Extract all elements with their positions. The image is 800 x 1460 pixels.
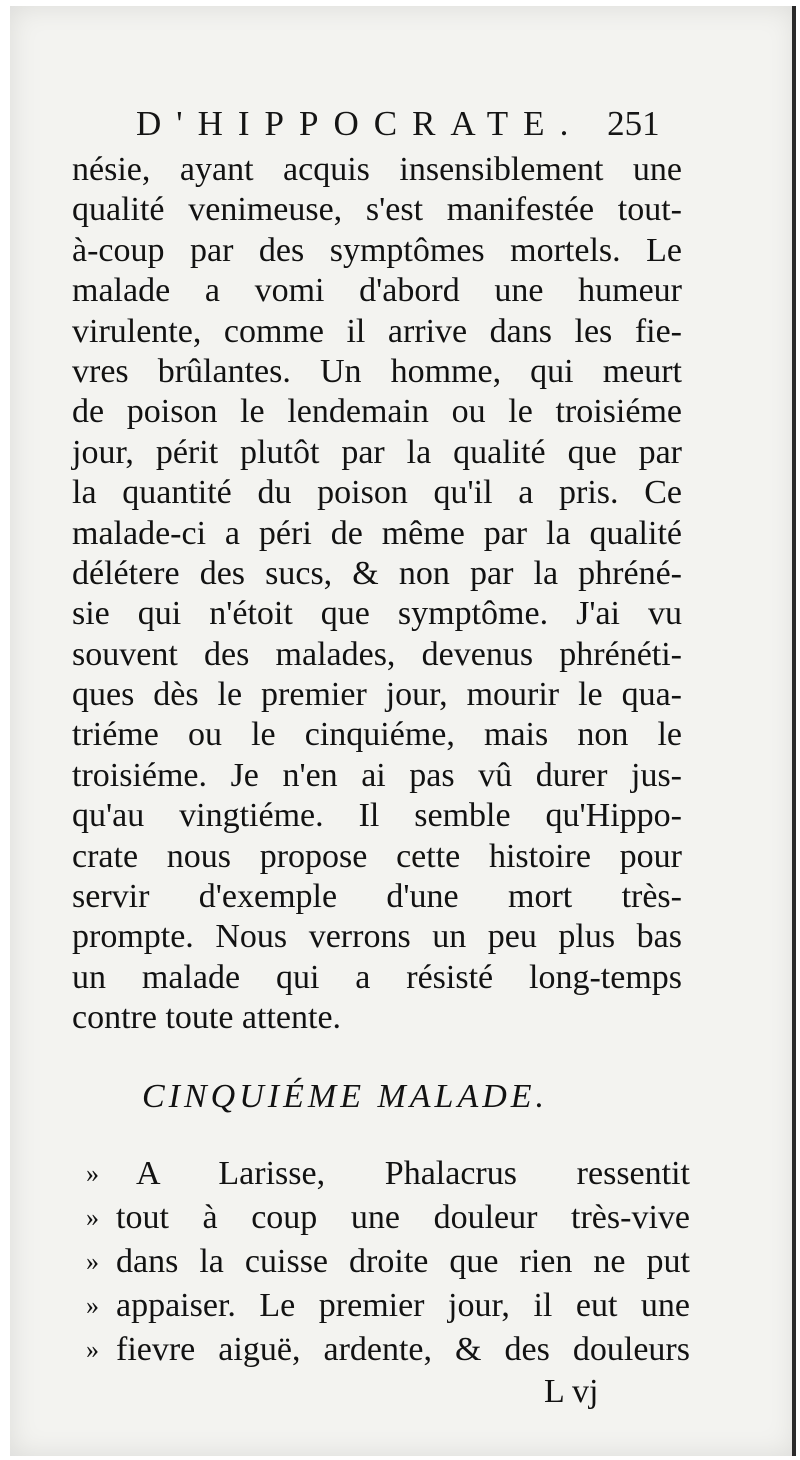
quote-mark: » <box>86 1247 99 1276</box>
text-line: virulente, comme il arrive dans les fie- <box>72 312 682 350</box>
quote-line <box>86 1152 690 1196</box>
section-heading: CINQUIÉME MALADE. <box>142 1078 549 1115</box>
quote-line <box>86 1328 690 1372</box>
text-line: jour, périt plutôt par la qualité que par <box>72 433 682 471</box>
book-page <box>10 6 796 1456</box>
quoted-passage <box>86 1152 690 1372</box>
quote-text: A Larisse, Phalacrus ressentit <box>136 1155 690 1192</box>
text-line: la quantité du poison qu'il a pris. Ce <box>72 474 682 512</box>
text-line: de poison le lendemain ou le troisiéme <box>72 393 682 431</box>
paragraph <box>72 150 682 1039</box>
quote-line <box>86 1196 690 1240</box>
text-line: nésie, ayant acquis insensiblement une <box>72 151 682 188</box>
text-line: contre toute attente. <box>72 999 342 1037</box>
quote-text: tout à coup une douleur très-vive <box>116 1199 690 1236</box>
text-line: ques dès le premier jour, mourir le qua- <box>72 676 682 714</box>
page-number: 251 <box>607 104 660 143</box>
text-line: qu'au vingtiéme. Il semble qu'Hippo- <box>72 797 682 835</box>
text-line: délétere des sucs, & non par la phréné- <box>72 554 682 592</box>
text-line: malade-ci a péri de même par la qualité <box>72 514 682 552</box>
running-head-title: D'HIPPOCRATE. <box>136 104 584 143</box>
signature-mark: L vj <box>544 1373 599 1410</box>
text-line: triéme ou le cinquiéme, mais non le <box>72 716 682 754</box>
text-line: sie qui n'étoit que symptôme. J'ai vu <box>72 595 682 633</box>
text-line: souvent des malades, devenus phrénéti- <box>72 635 682 673</box>
quote-mark: » <box>86 1335 99 1364</box>
text-line: servir d'exemple d'une mort très- <box>72 878 682 916</box>
quote-line <box>86 1284 690 1328</box>
text-line: malade a vomi d'abord une humeur <box>72 272 682 310</box>
quote-line <box>86 1240 690 1284</box>
quote-text: dans la cuisse droite que rien ne put <box>116 1243 690 1280</box>
quote-mark: » <box>86 1291 99 1320</box>
quote-text: fievre aiguë, ardente, & des douleurs <box>116 1331 690 1368</box>
running-head <box>136 104 670 150</box>
text-line: à-coup par des symptômes mortels. Le <box>72 231 682 269</box>
text-line: crate nous propose cette histoire pour <box>72 837 682 875</box>
text-line: qualité venimeuse, s'est manifestée tout- <box>72 191 682 229</box>
text-line: vres brûlantes. Un homme, qui meurt <box>72 352 682 390</box>
quote-mark: » <box>86 1159 99 1188</box>
text-line: un malade qui a résisté long-temps <box>72 958 682 996</box>
quote-mark: » <box>86 1203 99 1232</box>
quote-text: appaiser. Le premier jour, il eut une <box>116 1287 690 1324</box>
text-line: prompte. Nous verrons un peu plus bas <box>72 918 682 956</box>
text-line: troisiéme. Je n'en ai pas vû durer jus- <box>72 756 682 794</box>
